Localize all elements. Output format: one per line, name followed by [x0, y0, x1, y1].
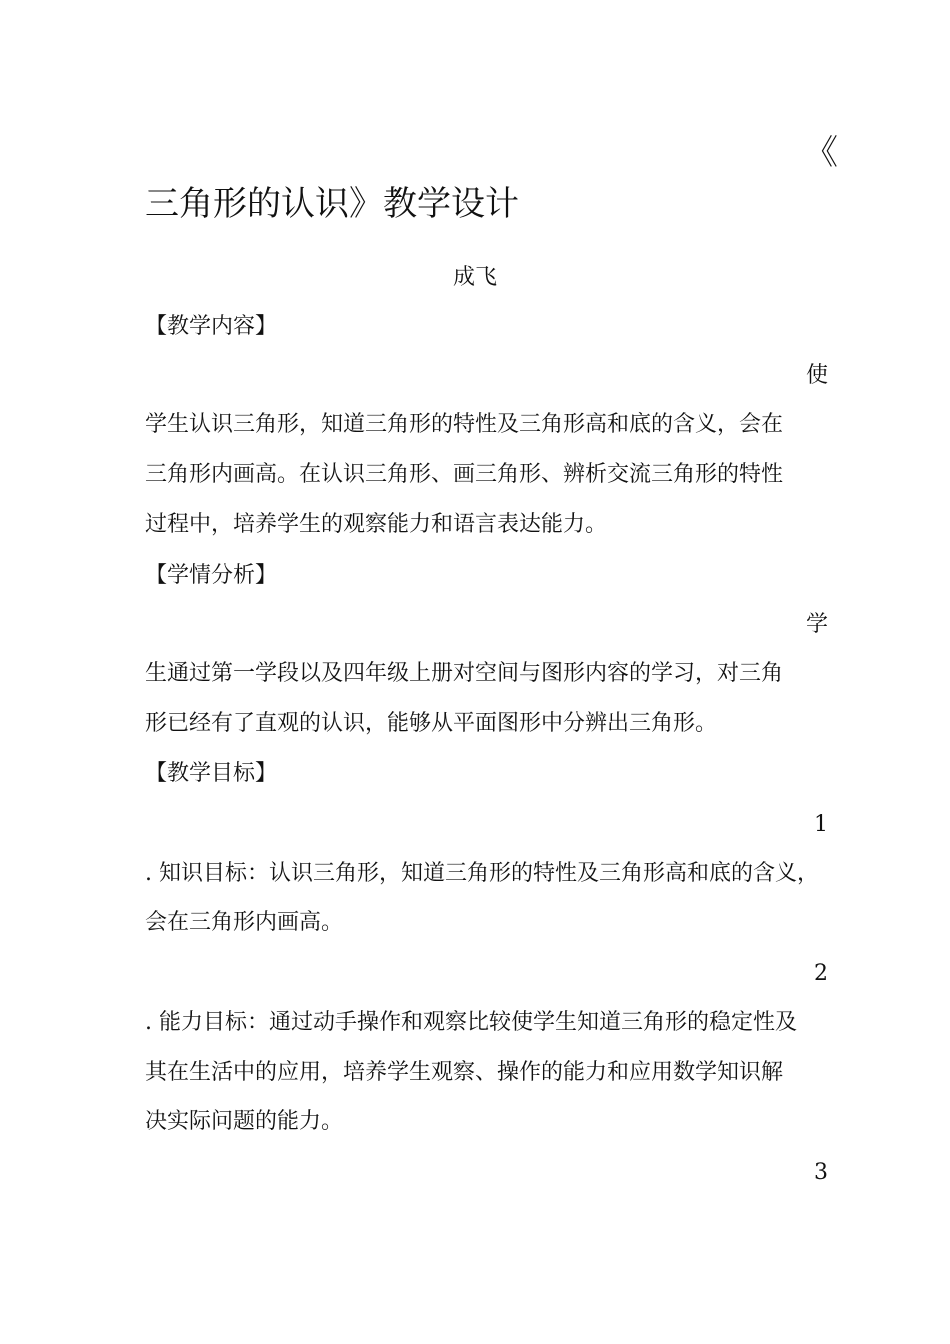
title-open-bracket: 《 [804, 133, 838, 173]
paragraph-line: 学生认识三角形，知道三角形的特性及三角形高和底的含义，会在 [145, 412, 784, 437]
paragraph-line: 三角形内画高。在认识三角形、画三角形、辨析交流三角形的特性 [145, 462, 784, 487]
section-heading-content: 【教学内容】 [145, 314, 278, 339]
objective-line: . 能力目标：通过动手操作和观察比较使学生知道三角形的稳定性及 [145, 1010, 797, 1035]
paragraph-line: 形已经有了直观的认识，能够从平面图形中分辨出三角形。 [145, 711, 718, 736]
objective-number: 1 [814, 812, 828, 837]
section-heading-objectives: 【教学目标】 [145, 761, 278, 786]
section-content-lead: 使 [805, 363, 828, 388]
objective-line: 会在三角形内画高。 [145, 910, 344, 935]
objective-number: 2 [814, 961, 828, 986]
objective-number: 3 [814, 1160, 828, 1185]
paragraph-line: 过程中，培养学生的观察能力和语言表达能力。 [145, 512, 608, 537]
objective-line: . 知识目标：认识三角形，知道三角形的特性及三角形高和底的含义， [145, 861, 819, 886]
author-name: 成飞 [452, 265, 497, 290]
section-heading-analysis: 【学情分析】 [145, 563, 278, 588]
section-analysis-lead: 学 [805, 612, 828, 637]
objective-line: 决实际问题的能力。 [145, 1109, 344, 1134]
document-title: 三角形的认识》教学设计 [145, 184, 519, 224]
paragraph-line: 生通过第一学段以及四年级上册对空间与图形内容的学习，对三角 [145, 661, 784, 686]
objective-line: 其在生活中的应用，培养学生观察、操作的能力和应用数学知识解 [145, 1060, 784, 1085]
